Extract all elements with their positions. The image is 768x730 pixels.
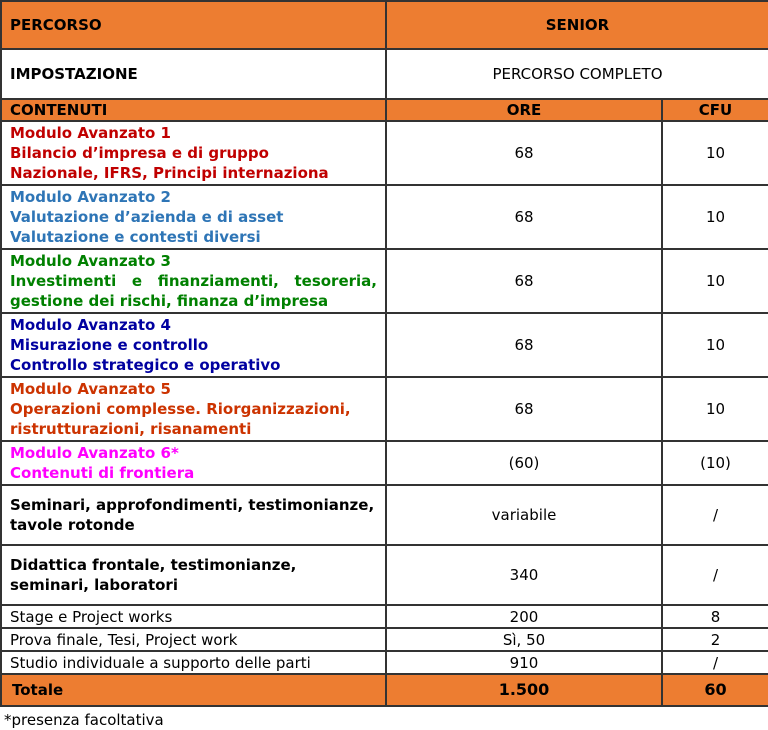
row-cfu-cell: 2 bbox=[662, 628, 768, 651]
row-ore-cell: 68 bbox=[386, 249, 662, 313]
module-description: Operazioni complesse. Riorganizzazioni, ristrutturazioni, risanamenti bbox=[10, 400, 351, 438]
row-ore-cell: 68 bbox=[386, 121, 662, 185]
ore-column-header: ORE bbox=[386, 99, 662, 121]
table-row bbox=[1, 651, 768, 674]
table-row bbox=[1, 313, 768, 377]
totale-ore-cell: 1.500 bbox=[386, 674, 662, 706]
module-title: Modulo Avanzato 1 bbox=[10, 124, 171, 142]
row-cfu-cell: 10 bbox=[662, 249, 768, 313]
row-cfu-cell: 10 bbox=[662, 313, 768, 377]
table-row bbox=[1, 441, 768, 485]
row-cfu-cell: 10 bbox=[662, 121, 768, 185]
module-title: Modulo Avanzato 2 bbox=[10, 188, 171, 206]
table-row bbox=[1, 545, 768, 605]
row-ore-cell: 68 bbox=[386, 313, 662, 377]
table-row bbox=[1, 628, 768, 651]
row-label-cell bbox=[1, 441, 386, 485]
row-cfu-cell: 10 bbox=[662, 185, 768, 249]
contenuti-column-header: CONTENUTI bbox=[1, 99, 386, 121]
table-row bbox=[1, 249, 768, 313]
row-cfu-cell: / bbox=[662, 485, 768, 545]
module-description: Investimenti e finanziamenti, tesoreria, gestione dei rischi, finanza d’impresa bbox=[10, 272, 377, 310]
row-ore-cell: 200 bbox=[386, 605, 662, 628]
row-label-cell: Prova finale, Tesi, Project work bbox=[1, 628, 386, 651]
table-row bbox=[1, 485, 768, 545]
row-label-cell bbox=[1, 249, 386, 313]
row-label-cell bbox=[1, 313, 386, 377]
totale-cfu-cell: 60 bbox=[662, 674, 768, 706]
header-row-percorso bbox=[1, 1, 768, 49]
cfu-column-header: CFU bbox=[662, 99, 768, 121]
row-cfu-cell: 8 bbox=[662, 605, 768, 628]
row-ore-cell: 910 bbox=[386, 651, 662, 674]
row-ore-cell: 340 bbox=[386, 545, 662, 605]
module-description-line: Nazionale, IFRS, Principi internaziona bbox=[10, 164, 329, 182]
row-label-cell: Seminari, approfondimenti, testimonianze, tavole rotonde bbox=[1, 485, 386, 545]
row-ore-cell: Sì, 50 bbox=[386, 628, 662, 651]
module-title: Modulo Avanzato 4 bbox=[10, 316, 171, 334]
row-ore-cell: (60) bbox=[386, 441, 662, 485]
module-description-line: Misurazione e controllo bbox=[10, 336, 209, 354]
impostazione-value-cell: PERCORSO COMPLETO bbox=[386, 49, 768, 99]
module-title: Modulo Avanzato 6* bbox=[10, 444, 179, 462]
module-description-line: Valutazione e contesti diversi bbox=[10, 228, 261, 246]
module-description-line: Bilancio d’impresa e di gruppo bbox=[10, 144, 269, 162]
footnote: *presenza facoltativa bbox=[4, 711, 164, 729]
totale-row bbox=[1, 674, 768, 706]
row-label-cell bbox=[1, 377, 386, 441]
row-ore-cell: variabile bbox=[386, 485, 662, 545]
module-title: Modulo Avanzato 3 bbox=[10, 252, 171, 270]
row-label-cell: Didattica frontale, testimonianze, seminari, laboratori bbox=[1, 545, 386, 605]
senior-header-cell: SENIOR bbox=[386, 1, 768, 49]
percorso-header-cell: PERCORSO bbox=[1, 1, 386, 49]
table-row bbox=[1, 121, 768, 185]
impostazione-label-cell: IMPOSTAZIONE bbox=[1, 49, 386, 99]
impostazione-row bbox=[1, 49, 768, 99]
row-cfu-cell: 10 bbox=[662, 377, 768, 441]
row-ore-cell: 68 bbox=[386, 377, 662, 441]
row-label-cell: Studio individuale a supporto delle parti bbox=[1, 651, 386, 674]
table-row bbox=[1, 377, 768, 441]
table-row bbox=[1, 185, 768, 249]
module-description-line: Valutazione d’azienda e di asset bbox=[10, 208, 284, 226]
row-ore-cell: 68 bbox=[386, 185, 662, 249]
module-title: Modulo Avanzato 5 bbox=[10, 380, 171, 398]
table-row bbox=[1, 605, 768, 628]
row-label-cell: Stage e Project works bbox=[1, 605, 386, 628]
row-label-cell bbox=[1, 185, 386, 249]
row-cfu-cell: / bbox=[662, 545, 768, 605]
module-description: Contenuti di frontiera bbox=[10, 464, 195, 482]
row-label-cell bbox=[1, 121, 386, 185]
row-cfu-cell: / bbox=[662, 651, 768, 674]
columns-header-row bbox=[1, 99, 768, 121]
module-description-line: Controllo strategico e operativo bbox=[10, 356, 281, 374]
totale-label-cell: Totale bbox=[1, 674, 386, 706]
row-cfu-cell: (10) bbox=[662, 441, 768, 485]
